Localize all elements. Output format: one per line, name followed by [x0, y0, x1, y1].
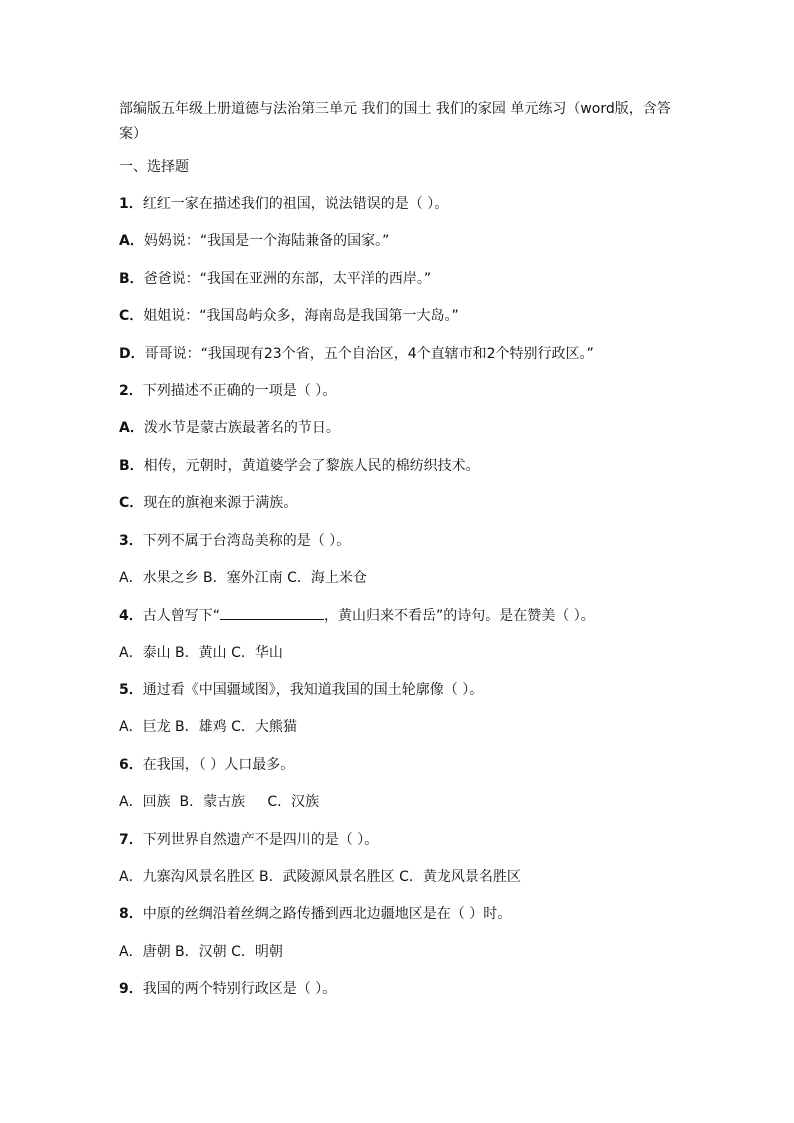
question-stem: 下列不属于台湾岛美称的是（ ）。 — [142, 532, 351, 549]
option-2b — [119, 456, 679, 476]
question-7 — [119, 830, 679, 850]
question-9 — [119, 979, 679, 999]
question-number: 3． — [119, 532, 143, 549]
options-4: A．泰山 B．黄山 C．华山 — [119, 644, 283, 661]
question-1 — [119, 194, 679, 214]
document-content — [119, 97, 679, 1017]
option-label: B． — [119, 270, 144, 287]
question-2 — [119, 381, 679, 401]
option-text: 泼水节是蒙古族最著名的节日。 — [143, 420, 340, 437]
document-title: 部编版五年级上册道德与法治第三单元 我们的国土 我们的家园 单元练习（word版，含答案） — [119, 101, 671, 142]
options-3: A．水果之乡 B．塞外江南 C．海上米仓 — [119, 569, 367, 586]
option-2c — [119, 493, 679, 513]
question-number: 1． — [119, 196, 143, 212]
question-8 — [119, 904, 679, 924]
option-label: A． — [119, 420, 144, 437]
question-stem: 我国的两个特别行政区是（ ）。 — [142, 981, 337, 998]
options-5: A．巨龙 B．雄鸡 C．大熊猫 — [119, 719, 297, 736]
options-7: A．九寨沟风景名胜区 B．武陵源风景名胜区 C．黄龙风景名胜区 — [119, 869, 521, 886]
question-number: 8． — [119, 906, 143, 923]
question-number: 9． — [119, 981, 143, 998]
option-text: 爸爸说：“我国在亚洲的东部，太平洋的西岸。” — [143, 270, 432, 287]
option-text: 姐姐说：“我国岛屿众多，海南岛是我国第一大岛。” — [143, 308, 459, 325]
option-text: 妈妈说：“我国是一个海陆兼备的国家。” — [143, 233, 390, 250]
question-number: 5． — [119, 682, 143, 699]
option-text: 相传，元朝时，黄道婆学会了黎族人民的棉纺织技术。 — [143, 457, 480, 474]
option-label: B． — [119, 457, 144, 474]
question-6 — [119, 755, 679, 775]
question-stem: 下列描述不正确的一项是（ ）。 — [142, 382, 337, 399]
question-stem: 在我国，（ ）人口最多。 — [142, 756, 295, 773]
option-label: A． — [119, 233, 144, 250]
fill-blank — [220, 605, 324, 620]
option-1a — [119, 231, 679, 251]
question-4 — [119, 605, 679, 625]
option-text: 现在的旗袍来源于满族。 — [143, 495, 298, 512]
question-stem-after: ，黄山归来不看岳”的诗句。是在赞美（ ）。 — [324, 608, 595, 625]
option-text: 哥哥说：“我国现有23个省，五个自治区，4个直辖市和2个特别行政区。” — [144, 345, 594, 362]
question-number: 6． — [119, 756, 143, 773]
section-heading: 一、选择题 — [119, 159, 189, 175]
option-label: C． — [119, 308, 144, 325]
question-3 — [119, 531, 679, 551]
question-number: 4． — [119, 608, 143, 625]
option-label: D． — [119, 345, 145, 362]
options-8: A．唐朝 B．汉朝 C．明朝 — [119, 943, 283, 960]
option-2a — [119, 418, 679, 438]
option-label: C． — [119, 495, 144, 512]
options-6: A．回族 B．蒙古族 C．汉族 — [119, 794, 320, 811]
question-number: 7． — [119, 831, 143, 848]
question-stem: 通过看《中国疆域图》，我知道我国的国土轮廓像（ ）。 — [142, 682, 484, 699]
question-number: 2． — [119, 382, 143, 399]
question-stem-before: 古人曾写下“ — [142, 608, 221, 625]
question-5 — [119, 680, 679, 700]
option-1d — [119, 344, 679, 364]
option-1c — [119, 306, 679, 326]
option-1b — [119, 269, 679, 289]
question-stem: 下列世界自然遗产不是四川的是（ ）。 — [142, 831, 379, 848]
question-stem: 红红一家在描述我们的祖国，说法错误的是（ ）。 — [142, 196, 449, 212]
question-stem: 中原的丝绸沿着丝绸之路传播到西北边疆地区是在（ ）时。 — [142, 906, 512, 923]
